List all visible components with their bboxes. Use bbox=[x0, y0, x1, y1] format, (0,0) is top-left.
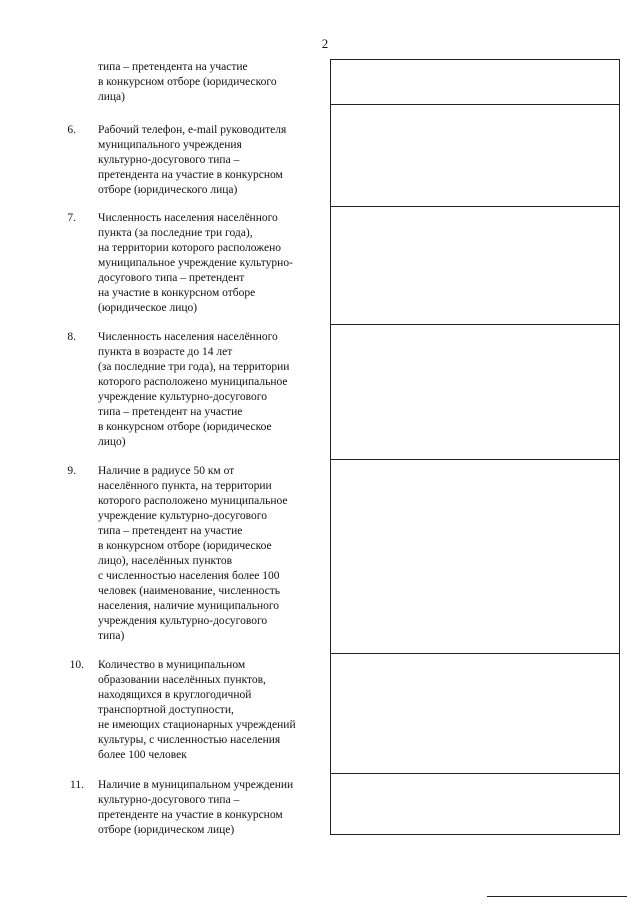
item-7-text: Численность населения населённого пункта (за последние три года), на территории которого расположено муниципальное учреждение культурно- досугового типа – претендент на участие в конкурсном отборе (юридическое лицо) bbox=[98, 212, 293, 314]
item-9-number: 9. bbox=[67, 465, 76, 477]
item-7-number: 7. bbox=[67, 212, 76, 224]
answer-cell-7[interactable] bbox=[330, 207, 620, 325]
page-number: 2 bbox=[321, 36, 329, 51]
answer-cell-8[interactable] bbox=[330, 325, 620, 460]
answer-cell-10[interactable] bbox=[330, 654, 620, 774]
item-5-text: типа – претендента на участие в конкурсном отборе (юридического лица) bbox=[98, 61, 277, 103]
item-6-number: 6. bbox=[67, 124, 76, 136]
item-6-text: Рабочий телефон, e-mail руководителя муниципального учреждения культурно-досугового типа – претендента на участие в конкурсном отборе (юридического лица) bbox=[98, 124, 287, 196]
answer-cell-9[interactable] bbox=[330, 460, 620, 654]
item-9-text: Наличие в радиусе 50 км от населённого пункта, на территории которого расположено муниципальное учреждение культурно-досугового типа – претендент на участие в конкурсном отборе (юридическое лицо), населённых пунктов с численностью населения более 100 человек (наименование, численность населения, наличие муниципального учреждения культурно-досугового типа) bbox=[98, 465, 288, 642]
answer-cell-5[interactable] bbox=[330, 59, 620, 105]
item-8-number: 8. bbox=[67, 331, 76, 343]
footer-rule bbox=[487, 896, 627, 897]
item-10-text: Количество в муниципальном образовании населённых пунктов, находящихся в круглогодичной транспортной доступности, не имеющих стационарных учреждений культуры, с численностью населения более 100 человек bbox=[98, 659, 296, 761]
item-10-number: 10. bbox=[69, 659, 84, 671]
item-11-number: 11. bbox=[70, 779, 84, 791]
item-8-text: Численность населения населённого пункта в возрасте до 14 лет (за последние три года), на территории которого расположено муниципальное учреждение культурно-досугового типа – претендент на участие в конкурсном отборе (юридическое лицо) bbox=[98, 331, 290, 448]
answer-cell-6[interactable] bbox=[330, 105, 620, 207]
answer-cell-11[interactable] bbox=[330, 774, 620, 835]
item-11-text: Наличие в муниципальном учреждении культурно-досугового типа – претенденте на участие в конкурсном отборе (юридическом лице) bbox=[98, 779, 294, 836]
